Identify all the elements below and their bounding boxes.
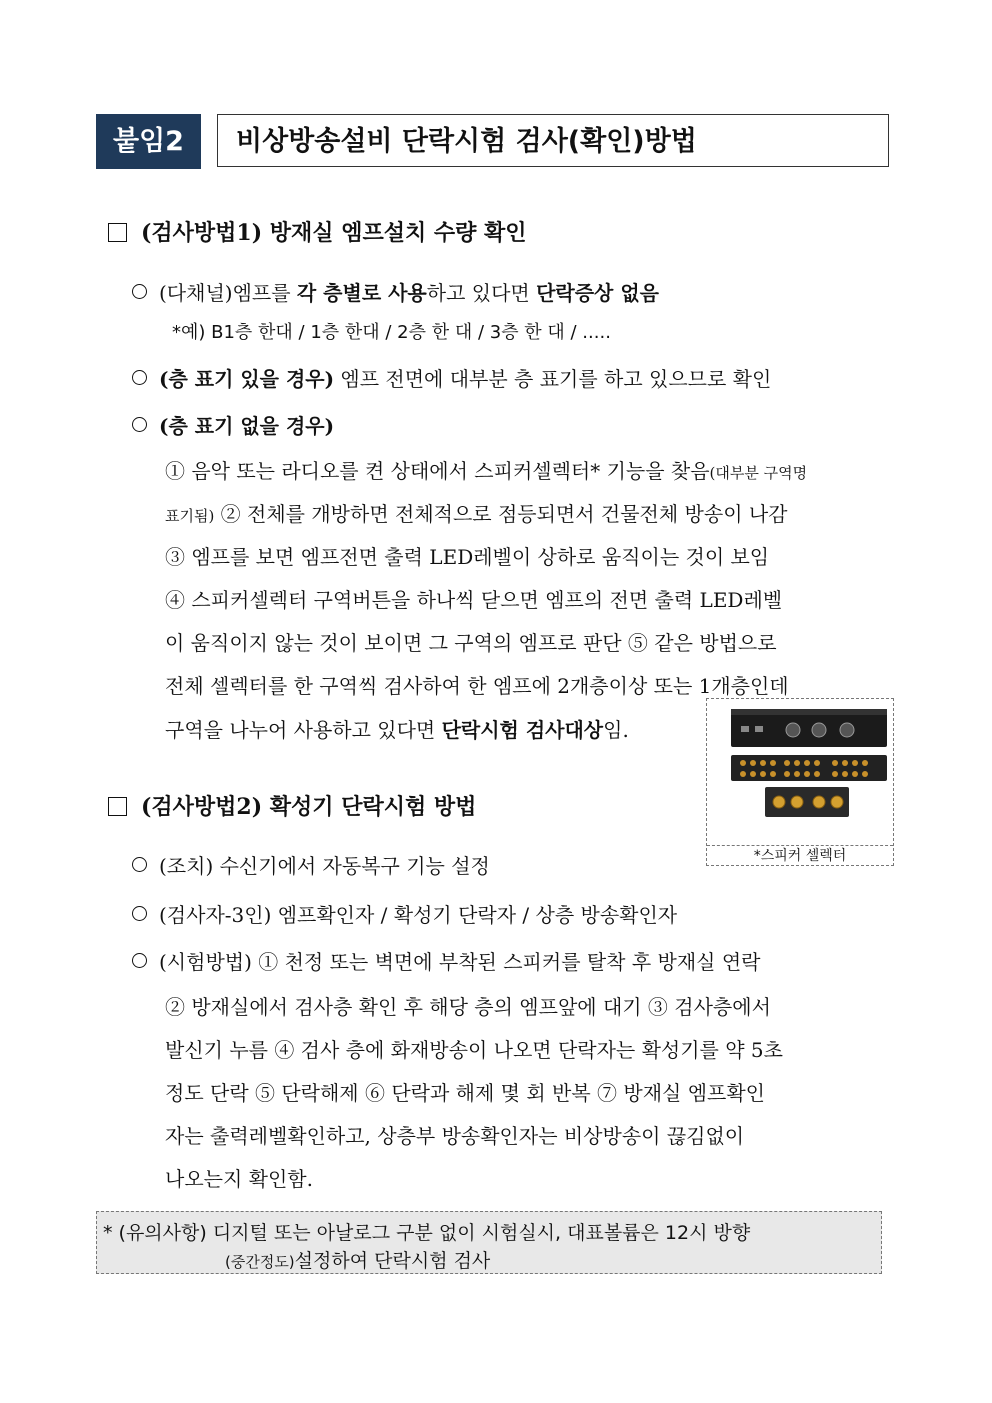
s2-b3-line4: 정도 단락 ⑤ 단락해제 ⑥ 단락과 해제 몇 회 반복 ⑦ 방재실 엠프확인 [165,1081,765,1105]
text: (시험방법) ① 천정 또는 벽면에 부착된 스피커를 탈착 후 방재실 연락 [159,950,761,974]
bold-text: 단락증상 없음 [536,281,659,305]
speaker-selector-image [707,699,893,845]
bullet-circle-icon [132,857,147,872]
s1-b3-line4: ④ 스피커셀렉터 구역버튼을 하나씩 닫으면 엠프의 전면 출력 LED레벨 [165,588,783,612]
s1-bullet1 [132,278,659,308]
s1-example: *예) B1층 한대 / 1층 한대 / 2층 한 대 / 3층 한 대 / ..... [172,322,611,343]
bold-text: 각 층별로 사용 [296,281,427,305]
section2-heading [108,790,476,821]
s1-b3-line7 [165,714,629,743]
text: 엠프 전면에 대부분 층 표기를 하고 있으므로 확인 [334,367,772,391]
s1-b3-line3: ③ 엠프를 보면 엠프전면 출력 LED레벨이 상하로 움직이는 것이 보임 [165,545,770,569]
s2-b3-line3: 발신기 누름 ④ 검사 층에 화재방송이 나오면 단락자는 확성기를 약 5초 [165,1038,783,1062]
image-caption: *스피커 셀렉터 [707,845,893,866]
bullet-circle-icon [132,906,147,921]
bold-text: (층 표기 있을 경우) [159,367,335,391]
s1-b3-line6: 전체 셀렉터를 한 구역씩 검사하여 한 엠프에 2개층이상 또는 1개층인데 [165,674,789,698]
bullet-circle-icon [132,953,147,968]
text: (다채널)엠프를 [159,281,297,305]
s1-bullet3 [132,411,334,441]
text: ② 전체를 개방하면 전체적으로 점등되면서 건물전체 방송이 나감 [214,502,788,526]
text: 표기됨) [165,507,215,525]
speaker-selector-figure [706,698,894,866]
text: 임. [603,718,629,742]
section1-heading [108,216,527,247]
text: (조치) 수신기에서 자동복구 기능 설정 [159,854,490,878]
s1-b3-line5: 이 움직이지 않는 것이 보이면 그 구역의 엠프로 판단 ⑤ 같은 방법으로 [165,631,777,655]
text: 구역을 나누어 사용하고 있다면 [165,718,442,742]
text: (검사자-3인) 엠프확인자 / 확성기 단락자 / 상층 방송확인자 [159,903,678,927]
text: (대부분 구역명 [709,464,808,482]
text: ① 음악 또는 라디오를 켠 상태에서 스피커셀렉터* 기능을 찾음 [165,459,710,483]
s1-b3-line2 [165,498,788,527]
caution-note [96,1211,882,1274]
bullet-circle-icon [132,370,147,385]
s2-bullet2 [132,900,677,930]
text: (중간정도) [225,1253,295,1271]
bold-text: 단락시험 검사대상 [441,718,604,742]
checkbox-square-icon [108,797,127,816]
s1-b3-line1 [165,455,807,484]
s2-bullet1 [132,851,490,881]
s1-bullet2 [132,364,771,394]
note-line1: * (유의사항) 디지털 또는 아날로그 구분 없이 시험실시, 대표볼륨은 12시 방향 [103,1222,751,1244]
section2-heading-text: (검사방법2) 확성기 단락시험 방법 [141,794,477,820]
s2-b3-line6: 나오는지 확인함. [165,1167,313,1191]
bullet-circle-icon [132,417,147,432]
text: 하고 있다면 [426,281,537,305]
checkbox-square-icon [108,223,127,242]
note-line2 [225,1246,490,1273]
s2-b3-line2: ② 방재실에서 검사층 확인 후 해당 층의 엠프앞에 대기 ③ 검사층에서 [165,995,771,1019]
s2-bullet3 [132,947,761,977]
text: 설정하여 단락시험 검사 [294,1250,491,1272]
attachment-badge: 붙임2 [96,114,201,169]
page-title: 비상방송설비 단락시험 검사(확인)방법 [217,114,889,167]
section1-heading-text: (검사방법1) 방재실 엠프설치 수량 확인 [141,220,527,246]
s2-b3-line5: 자는 출력레벨확인하고, 상층부 방송확인자는 비상방송이 끊김없이 [165,1124,745,1148]
bullet-circle-icon [132,284,147,299]
bold-text: (층 표기 없을 경우) [159,414,335,438]
